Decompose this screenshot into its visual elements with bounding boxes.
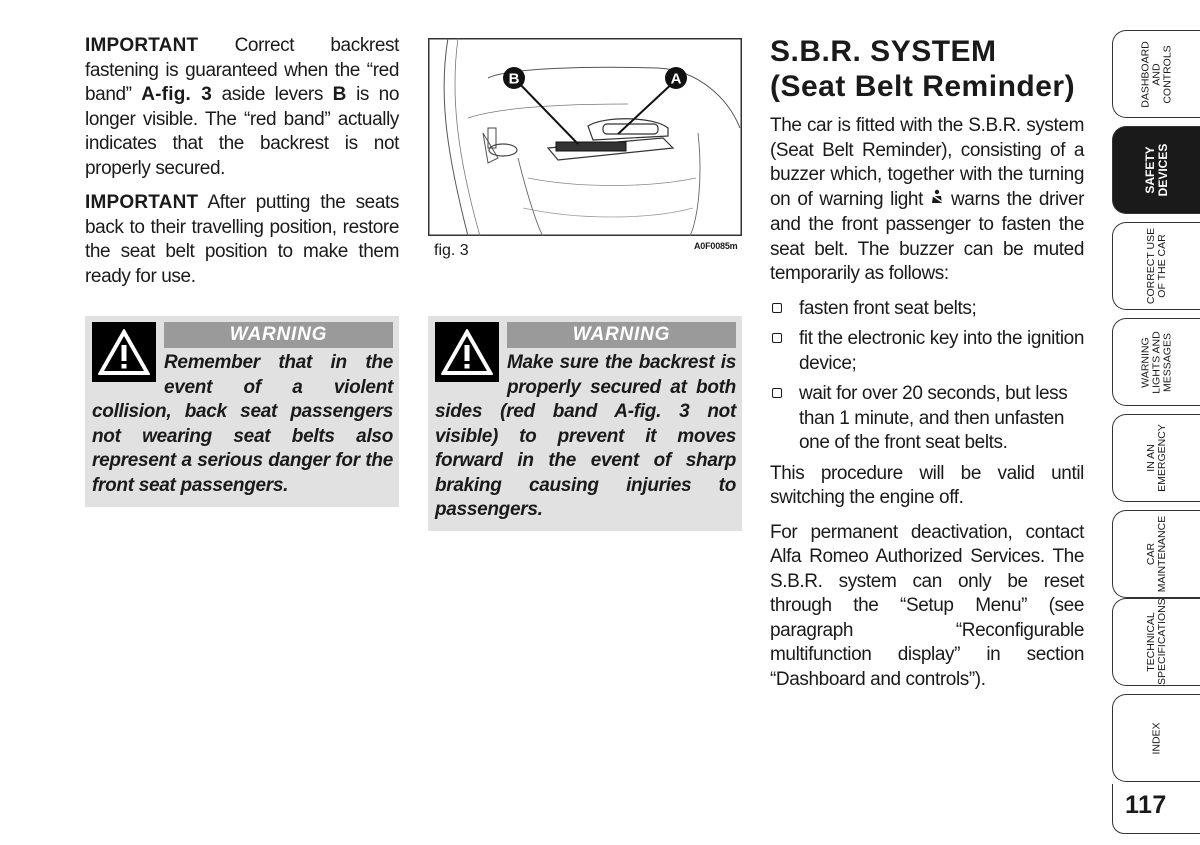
tab-warning-lights-and-messages[interactable] [1112,318,1200,406]
section-tabs [1112,0,1200,845]
important-label: IMPORTANT [85,35,199,56]
warning-triangle-icon [92,322,156,382]
list-item-text: fasten front seat belts; [799,297,977,319]
tab-label: IN AN EMERGENCY [1144,424,1168,492]
sbr-intro-paragraph [770,114,1084,287]
list-item [770,382,1084,456]
important-backrest-paragraph [85,34,399,181]
tab-label: DASHBOARD AND CONTROLS [1139,40,1173,108]
permanent-deactivation-paragraph: For permanent deactivation, contact Alfa Romeo Authorized Services. The S.B.R. system can only be reset through the “Setup Menu” (see paragraph “Reconfigurable multifunction display” in section “Dashboard and controls”). [770,521,1084,690]
warning-text: Remember that in the event of a violent collision, back seat passengers not wearing seat belts also represent a serious danger for the front seat passengers. [92,352,393,496]
text: After putting the seats back to their travelling position, restore the seat belt position to make them ready for use. [85,192,399,287]
section-title-line-1: S.B.R. SYSTEM [770,35,997,68]
tab-in-an-emergency[interactable] [1112,414,1200,502]
tab-label: TECHNICAL SPECIFICATIONS [1144,598,1168,685]
important-label: IMPORTANT [85,192,199,213]
tab-correct-use-of-the-car[interactable] [1112,222,1200,310]
warning-triangle-icon [435,322,499,382]
tab-car-maintenance[interactable] [1112,510,1200,598]
checkbox-bullet-icon [772,388,782,398]
tab-dashboard-and-controls[interactable] [1112,30,1200,118]
section-title [770,34,1084,104]
warning-heading: WARNING [164,322,393,348]
tab-label: CORRECT USE OF THE CAR [1144,227,1168,305]
figure-reference: A-fig. 3 [141,84,212,105]
page-number: 117 [1125,791,1167,819]
list-item [770,297,1084,322]
text: aside levers [211,84,333,105]
tab-label: WARNING LIGHTS AND MESSAGES [1139,330,1173,394]
section-title-line-2: (Seat Belt Reminder) [770,70,1076,103]
seat-backrest-illustration [428,38,742,236]
tab-label: CAR MAINTENANCE [1144,515,1168,593]
warning-box-backrest [428,316,742,531]
tab-index[interactable] [1112,694,1200,782]
warning-heading: WARNING [507,322,736,348]
tab-label: INDEX [1150,721,1162,755]
list-item-text: wait for over 20 seconds, but less than 1 minute, and then unfasten one of the front seat belts. [799,383,1068,453]
procedure-validity-paragraph: This procedure will be valid until switching the engine off. [770,462,1084,508]
text: The car is fitted with the S.B.R. system (Seat Belt Reminder), consisting of a buzzer which, together with the turning on of warning light [770,115,1084,210]
list-item-text: fit the electronic key into the ignition device; [799,328,1085,374]
seat-belt-warning-light-icon [930,189,944,214]
important-seats-paragraph [85,191,399,289]
checkbox-bullet-icon [772,333,782,343]
callout-b: B [508,70,520,88]
text: Correct backrest fastening is guaranteed when the “red band” [85,35,399,105]
lever-reference: B [332,84,347,105]
text: is no longer visible. The “red band” actually indicates that the backrest is not properly secured. [85,84,399,179]
text: warns the driver and the front passenger to fasten the seat belt. The buzzer can be muted temporarily as follows: [770,188,1084,284]
checkbox-bullet-icon [772,303,782,313]
figure-code: A0F0085m [694,241,738,251]
callout-a: A [670,70,682,88]
mute-steps-list [770,297,1084,456]
tab-label: SAFETY DEVICES [1142,143,1170,197]
tab-technical-specifications[interactable] [1112,598,1200,686]
warning-box-collision [85,316,399,507]
list-item [770,327,1084,376]
warning-text: Make sure the backrest is properly secured at both sides (red band A-fig. 3 not visible) to prevent it moves forward in the event of sharp braking causing injuries to passengers. [435,352,736,520]
left-column [85,34,399,299]
right-column [770,34,1084,702]
figure-caption: fig. 3 [434,242,469,259]
tab-safety-devices[interactable] [1112,126,1200,214]
figure-3 [428,38,742,236]
